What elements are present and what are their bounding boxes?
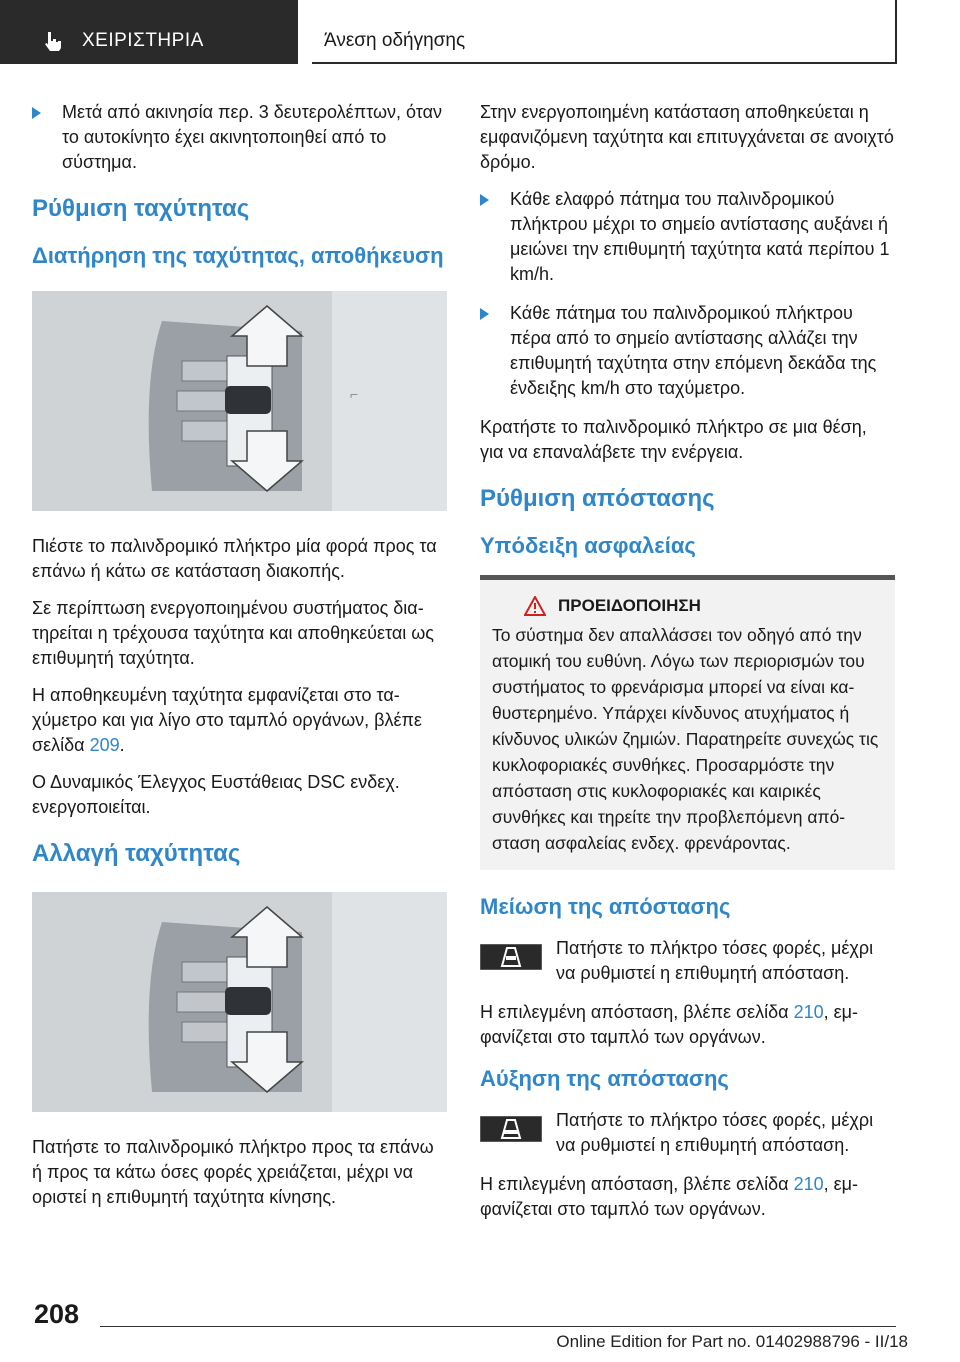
paragraph: Πατήστε το πλήκτρο τόσες φορές, μέχρι να ρυθμιστεί η επιθυμητή απόσταση. — [556, 1110, 874, 1155]
bullet-triangle-icon — [480, 194, 489, 206]
paragraph: Ο Δυναμικός Έλεγχος Ευστάθειας DSC ενδεχ. ενεργοποιείται. — [32, 772, 400, 817]
heading-increase-distance: Αύξηση της απόστασης — [480, 1066, 729, 1091]
warning-box — [480, 575, 895, 870]
header-chapter — [312, 0, 897, 64]
list-item: Κάθε πάτημα του παλινδρομικού πλήκτρου πέρα από το σημείο αντίστασης αλλάζει την επιθυμητή ταχύτητα στην επόμενη δεκάδα της ένδειξης km/h στο ταχύμετρο. — [480, 301, 895, 401]
svg-text:⌐: ⌐ — [350, 386, 359, 402]
paragraph: Στην ενεργοποιημένη κατάσταση αποθηκεύεται η εμφανιζόμενη ταχύτητα και επιτυγχάνεται σε ανοιχτό δρόμο. — [480, 102, 894, 172]
header-section-tab — [0, 0, 298, 64]
warning-triangle-icon — [524, 596, 546, 616]
paragraph: Πατήστε το πλήκτρο τόσες φορές, μέχρι να ρυθμιστεί η επιθυμητή απόσταση. — [556, 938, 874, 983]
paragraph: Σε περίπτωση ενεργοποιημένου συστήματος δια-τηρείται η τρέχουσα ταχύτητα και αποθηκεύεται ως επιθυμητή ταχύτητα. — [32, 598, 434, 668]
paragraph: Η επιλεγμένη απόσταση, βλέπε σελίδα 210, εμ-φανίζεται στο ταμπλό των οργάνων. — [480, 1174, 859, 1219]
footer-divider — [100, 1326, 896, 1327]
hand-pointer-icon — [42, 30, 64, 52]
distance-increase-icon — [480, 1116, 542, 1142]
heading-safety-note: Υπόδειξη ασφαλείας — [480, 533, 696, 558]
heading-distance-setting: Ρύθμιση απόστασης — [480, 485, 715, 512]
steering-wheel-buttons-image — [32, 291, 447, 511]
right-column — [480, 100, 895, 1234]
bullet-triangle-icon — [480, 308, 489, 320]
warning-text: Το σύστημα δεν απαλλάσσει τον οδηγό από την ατομική του ευθύνη. Λόγω των περιορισμών του συστήματος το φρενάρισμα μπορεί να είναι κα-θυστερημένο. Υπάρχει κίνδυνος ατυχήματος ή κίνδυνος υλικών ζημιών. Παρατηρείτε συνεχώς τις κυκλοφοριακές συνθήκες. Προσαρμόστε την απόσταση στις κυκλοφοριακές και καιρικές συνθήκες και τηρείτε την προβλεπόμενη από-σταση ασφαλείας ενδεχ. φρενάροντας. — [492, 625, 879, 853]
warning-title: ΠΡΟΕΙΔΟΠΟΙΗΣΗ — [558, 596, 701, 615]
paragraph: Πατήστε το παλινδρομικό πλήκτρο προς τα επάνω ή προς τα κάτω όσες φορές χρειάζεται, μέχρι να οριστεί η επιθυμητή ταχύτητα κίνησης. — [32, 1137, 434, 1207]
distance-reduce-icon — [480, 944, 542, 970]
heading-speed-change: Αλλαγή ταχύτητας — [32, 840, 241, 867]
footer-edition: Online Edition for Part no. 01402988796 - II/18 — [556, 1332, 908, 1351]
list-item: Κάθε ελαφρό πάτημα του παλινδρομικού πλήκτρου μέχρι το σημείο αντίστασης αυξάνει ή μειώνει την επιθυμητή ταχύτητα κατά περίπου 1 km/h. — [480, 187, 895, 287]
paragraph: Η αποθηκευμένη ταχύτητα εμφανίζεται στο τα-χύμετρο και για λίγο στο ταμπλό οργάνων, βλέπε σελίδα 209. — [32, 685, 422, 755]
page-link[interactable]: 210 — [793, 1174, 824, 1194]
chapter-title: Άνεση οδήγησης — [324, 30, 466, 51]
heading-speed-setting: Ρύθμιση ταχύτητας — [32, 195, 250, 222]
heading-keep-speed: Διατήρηση της ταχύτητας, αποθήκευση — [32, 243, 444, 268]
page-link[interactable]: 210 — [793, 1002, 824, 1022]
page-link[interactable]: 209 — [89, 735, 120, 755]
paragraph: Η επιλεγμένη απόσταση, βλέπε σελίδα 210, εμ-φανίζεται στο ταμπλό των οργάνων. — [480, 1002, 859, 1047]
section-title: ΧΕΙΡΙΣΤΗΡΙΑ — [82, 30, 204, 51]
paragraph: Πιέστε το παλινδρομικό πλήκτρο μία φορά προς τα επάνω ή κάτω σε κατάσταση διακοπής. — [32, 536, 437, 581]
left-column — [32, 100, 447, 1222]
paragraph: Κρατήστε το παλινδρομικό πλήκτρο σε μια θέση, για να επαναλάβετε την ενέργεια. — [480, 417, 867, 462]
heading-reduce-distance: Μείωση της απόστασης — [480, 894, 731, 919]
page-number: 208 — [34, 1299, 80, 1329]
steering-wheel-buttons-image — [32, 892, 447, 1112]
list-item: Μετά από ακινησία περ. 3 δευτερολέπτων, όταν το αυτοκίνητο έχει ακινητοποιηθεί από το σύστημα. — [32, 100, 447, 175]
bullet-triangle-icon — [32, 107, 41, 119]
